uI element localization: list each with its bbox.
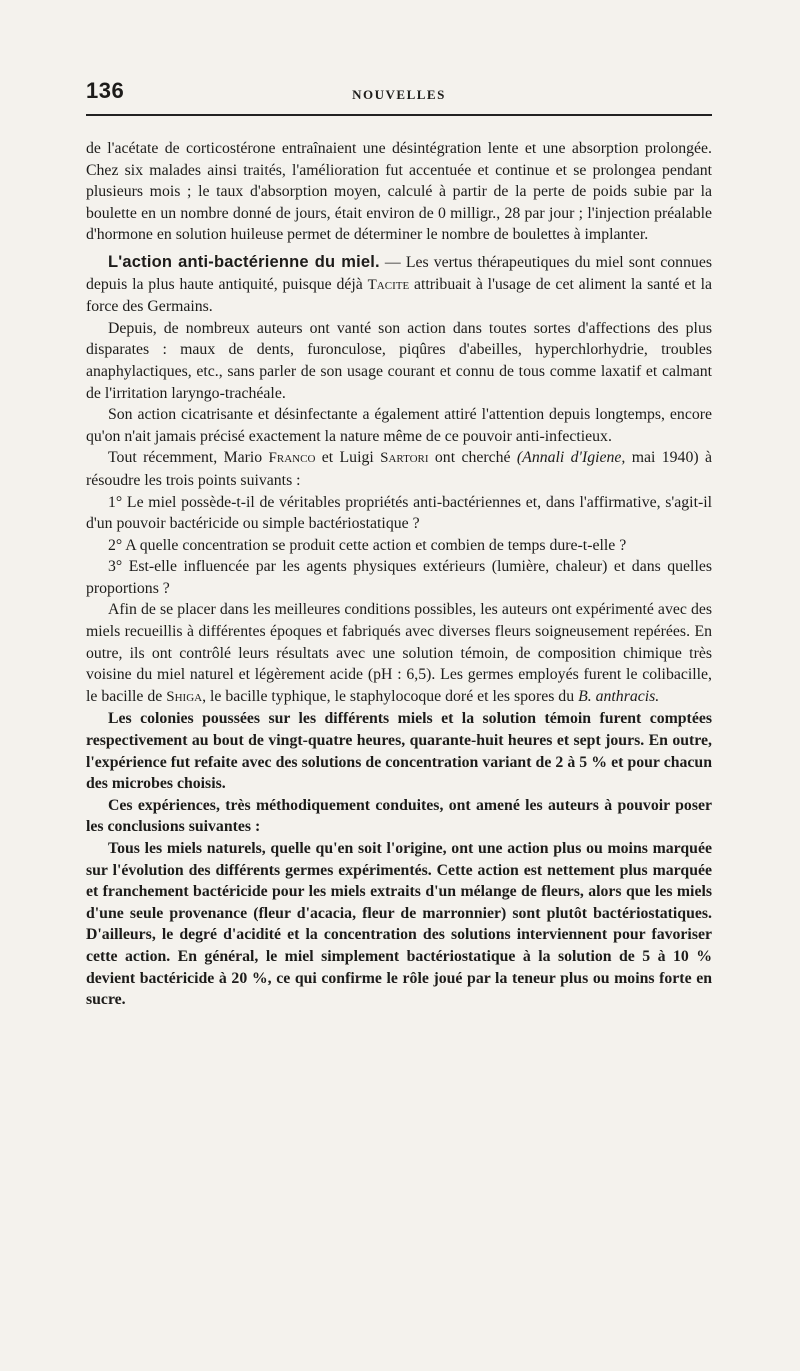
section-title: L'action anti-bactérienne du miel. [108,252,380,271]
paragraph-conclusions: Tous les miels naturels, quelle qu'en soit l'origine, ont une action plus ou moins marquée sur l'évolution des différents germes expérimentés. Cette action est nettement plus marquée et franchement bactéricide pour les miels extraits d'un mélange de fleurs, alors que les miels d'une seule provenance (fleur d'acacia, fleur de marronnier) sont plutôt bactériostatiques. D'ailleurs, le degré d'acidité et la concentration des solutions interviennent pour favoriser cette action. En général, le miel simplement bactériostatique à la solution de 5 à 10 % devient bactéricide à 20 %, ce qui confirme le rôle joué par la teneur plus ou moins forte en sucre. [86,840,712,1009]
authors-text-b: et Luigi [315,449,381,467]
paragraph-methods [86,599,712,708]
paragraph-authors [86,447,712,491]
authors-text-a: Tout récemment, Mario [108,449,269,467]
section-intro-paragraph [86,252,712,318]
question-3: 3° Est-elle influencée par les agents physiques extérieurs (lumière, chaleur) et dans quelles proportions ? [86,558,712,597]
author-name-tacite: Tacite [367,276,410,293]
author-name-franco: Franco [268,450,316,467]
question-1: 1° Le miel possède-t-il de véritables propriétés anti-bactériennes et, dans l'affirmative, s'agit-il d'un pouvoir bactéricide ou simple bactériostatique ? [86,493,712,533]
methods-text-a: Afin de se placer dans les meilleures conditions possibles, les auteurs ont expérimenté avec des miels recueillis à différentes époques et fabriqués avec diverses fleurs soigneusement repérées. En outre, ils ont contrôlé leurs résultats avec une solution témoin, de composition chimique très voisine du miel naturel et légèrement acide (pH : 6,5). Les germes employés furent le colibacille, le bacille de [86,601,712,705]
bacillus-shiga: Shiga [166,688,203,705]
authors-text-c: ont cherché [428,449,517,467]
paragraph-continuation: de l'acétate de corticostérone entraînaient une désintégration lente et une absorption prolongée. Chez six malades ainsi traités, l'amélioration fut accentuée et continue et se prolongea pendant plusieurs mois ; le taux d'absorption moyen, calculé à partir de la perte de poids subie par la boulette en un nombre donné de jours, était environ de 0 milligr., 28 par jour ; l'injection préalable d'hormone en solution huileuse permet de déterminer le nombre de boulettes à implanter. [86,140,712,244]
paragraph-experiences: Ces expériences, très méthodiquement conduites, ont amené les auteurs à pouvoir poser les conclusions suivantes : [86,796,712,836]
paragraph-affections: Depuis, de nombreux auteurs ont vanté son action dans toutes sortes d'affections des plus disparates : maux de dents, furonculose, piqûres d'abeilles, hyperchlorhydrie, troubles anaphylactiques, etc., sans parler de son usage courant et connu de tous comme laxatif et calmant de l'irritation laryngo-trachéale. [86,319,712,402]
species-anthracis: B. anthracis. [578,687,660,705]
paragraph-colonies: Les colonies poussées sur les différents miels et la solution témoin furent comptées respectivement au bout de vingt-quatre heures, quarante-huit heures et sept jours. En outre, l'expérience fut refaite avec des solutions de concentration variant de 2 à 5 % et pour chacun des microbes choisis. [86,710,712,793]
section-intro-text-a: — Les vertus thérapeutiques du miel sont connues depuis la plus haute antiquité, puisque déjà [86,253,712,293]
question-2: 2° A quelle concentration se produit cette action et combien de temps dure-t-elle ? [108,536,627,554]
article-body [86,138,712,1011]
section-intro-text-b: attribuait à l'usage de cet aliment la santé et la force des Germains. [86,275,712,316]
running-head: NOUVELLES [352,87,446,102]
page-number: 136 [86,78,125,103]
page-header [86,78,712,116]
journal-citation: (Annali d'Igiene, [516,449,626,467]
authors-text-d: mai 1940) à résoudre les trois points suivants : [86,449,712,489]
paragraph-cicatrisante: Son action cicatrisante et désinfectante a également attiré l'attention depuis longtemps, encore qu'on n'ait jamais précisé exactement la nature même de ce pouvoir anti-infectieux. [86,406,712,445]
author-name-sartori: Sartori [380,450,429,467]
methods-text-b: , le bacille typhique, le staphylocoque doré et les spores du [202,687,579,705]
